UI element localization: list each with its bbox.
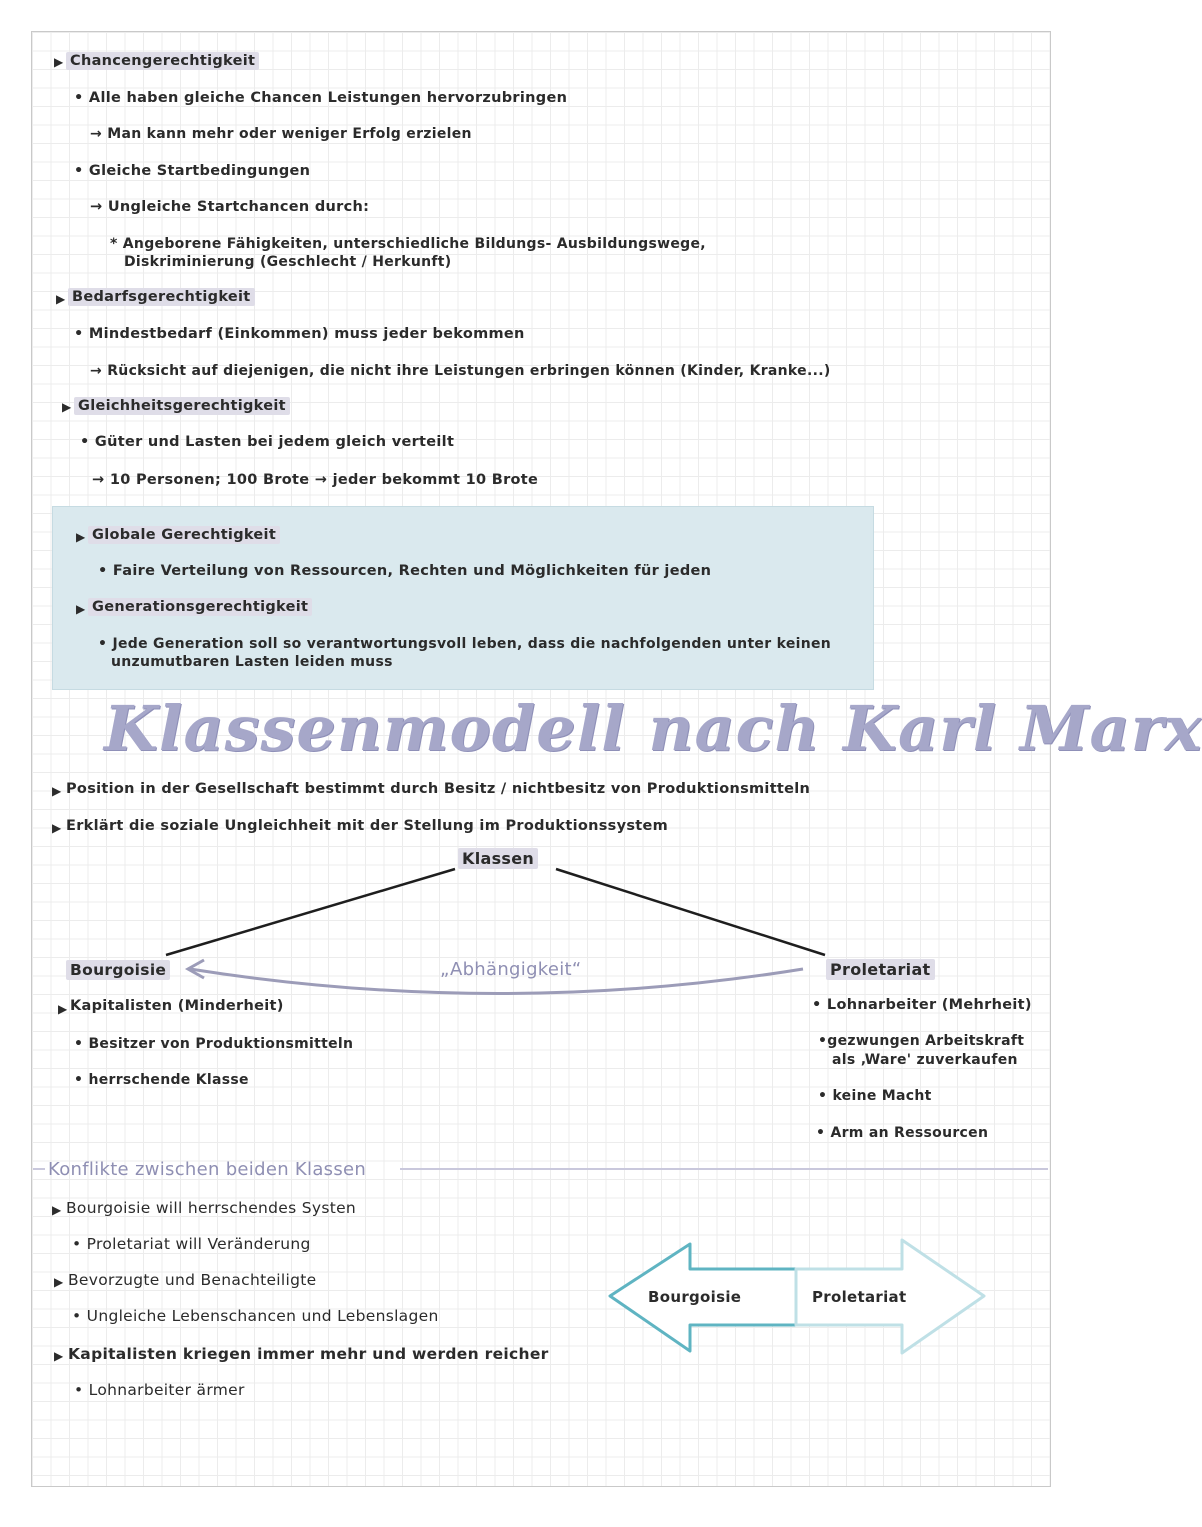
diagram-left-bourgoisie: Bourgoisie xyxy=(66,960,170,980)
heading-bedarfsgerechtigkeit: Bedarfsgerechtigkeit xyxy=(68,288,255,306)
diagram-right-proletariat: Proletariat xyxy=(826,959,935,980)
heading-chancengerechtigkeit: Chancengerechtigkeit xyxy=(66,52,259,70)
konflikte-b2-sub: • Ungleiche Lebenschancen und Lebenslagen xyxy=(72,1307,439,1325)
proletariat-item-2-line2: als ‚Ware' zuverkaufen xyxy=(832,1052,1018,1068)
bullet-triangle: ▶ xyxy=(54,55,64,69)
bourgoisie-item-1: Kapitalisten (Minderheit) xyxy=(70,998,284,1014)
proletariat-item-3: • keine Macht xyxy=(818,1088,932,1104)
bullet-triangle: ▶ xyxy=(58,1002,68,1016)
bourgoisie-item-2: • Besitzer von Produktionsmitteln xyxy=(74,1036,354,1052)
bullet-triangle: ▶ xyxy=(62,400,72,414)
chancen-point-1-sub: → Man kann mehr oder weniger Erfolg erzielen xyxy=(90,126,472,142)
heading-globale-gerechtigkeit: Globale Gerechtigkeit xyxy=(88,526,280,544)
bullet-triangle: ▶ xyxy=(54,1275,64,1289)
page-title: Klassenmodell nach Karl Marx xyxy=(104,692,1202,765)
marx-bullet-1: Position in der Gesellschaft bestimmt durch Besitz / nichtbesitz von Produktionsmitteln xyxy=(66,781,811,797)
diagram-relation-label: „Abhängigkeit“ xyxy=(440,959,582,980)
marx-bullet-2: Erklärt die soziale Ungleichheit mit der Stellung im Produktionssystem xyxy=(66,818,669,834)
generation-point-1: • Jede Generation soll so verantwortungsvoll leben, dass die nachfolgenden unter keinen xyxy=(98,636,832,652)
chancen-detail-1: * Angeborene Fähigkeiten, unterschiedliche Bildungs- Ausbildungswege, xyxy=(110,236,706,252)
generation-point-1-line2: unzumutbaren Lasten leiden muss xyxy=(111,654,393,670)
chancen-point-2-sub: → Ungleiche Startchancen durch: xyxy=(90,199,370,215)
global-point-1: • Faire Verteilung von Ressourcen, Rechten und Möglichkeiten für jeden xyxy=(98,563,712,579)
konflikte-b2: Bevorzugte und Benachteiligte xyxy=(68,1271,317,1289)
arrow-label-bourgoisie: Bourgoisie xyxy=(648,1288,742,1306)
proletariat-item-2: •gezwungen Arbeitskraft xyxy=(818,1033,1025,1049)
heading-generationsgerechtigkeit: Generationsgerechtigkeit xyxy=(88,598,312,616)
diagram-top-klassen: Klassen xyxy=(458,848,538,869)
bullet-triangle: ▶ xyxy=(52,821,62,835)
bullet-triangle: ▶ xyxy=(76,602,86,616)
konflikte-b3: Kapitalisten kriegen immer mehr und werden reicher xyxy=(68,1345,549,1363)
proletariat-item-4: • Arm an Ressourcen xyxy=(816,1125,989,1141)
bullet-triangle: ▶ xyxy=(54,1349,64,1363)
bullet-triangle: ▶ xyxy=(76,530,86,544)
konflikte-b1-sub: • Proletariat will Veränderung xyxy=(72,1235,311,1253)
konflikte-b3-sub: • Lohnarbeiter ärmer xyxy=(74,1381,245,1399)
heading-gleichheitsgerechtigkeit: Gleichheitsgerechtigkeit xyxy=(74,397,290,415)
chancen-point-1: • Alle haben gleiche Chancen Leistungen hervorzubringen xyxy=(74,90,568,106)
konflikte-b1: Bourgoisie will herrschendes Systen xyxy=(66,1199,357,1217)
bullet-triangle: ▶ xyxy=(52,1203,62,1217)
bedarf-point-1-sub: → Rücksicht auf diejenigen, die nicht ihre Leistungen erbringen können (Kinder, Kranke...) xyxy=(90,363,831,379)
arrow-label-proletariat: Proletariat xyxy=(812,1288,907,1306)
gleichheit-point-1-sub: → 10 Personen; 100 Brote → jeder bekommt 10 Brote xyxy=(92,472,539,488)
chancen-detail-2: Diskriminierung (Geschlecht / Herkunft) xyxy=(124,254,452,270)
bullet-triangle: ▶ xyxy=(56,292,66,306)
bullet-triangle: ▶ xyxy=(52,784,62,798)
chancen-point-2: • Gleiche Startbedingungen xyxy=(74,163,311,179)
proletariat-item-1: • Lohnarbeiter (Mehrheit) xyxy=(812,997,1032,1013)
bourgoisie-item-3: • herrschende Klasse xyxy=(74,1072,249,1088)
bedarf-point-1: • Mindestbedarf (Einkommen) muss jeder bekommen xyxy=(74,326,525,342)
gleichheit-point-1: • Güter und Lasten bei jedem gleich verteilt xyxy=(80,434,455,450)
heading-konflikte: Konflikte zwischen beiden Klassen xyxy=(48,1159,367,1180)
